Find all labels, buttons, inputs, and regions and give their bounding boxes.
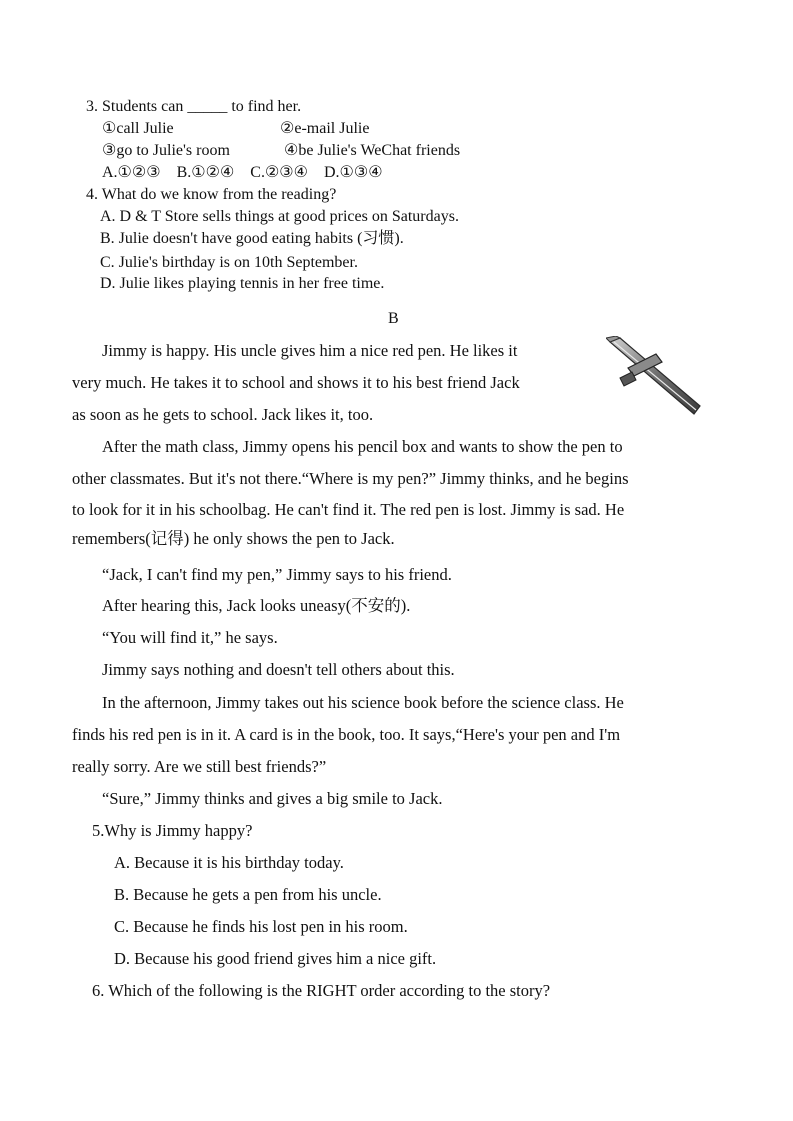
q5-option-d: D. Because his good friend gives him a nice gift. — [114, 949, 437, 968]
passage-line: really sorry. Are we still best friends?” — [72, 757, 327, 776]
passage-line: very much. He takes it to school and shows it to his best friend Jack — [72, 373, 520, 392]
q3-option-1: ①call Julie — [102, 120, 174, 137]
passage-line: “You will find it,” he says. — [102, 628, 278, 647]
q5-stem: 5.Why is Jimmy happy? — [92, 821, 253, 840]
q3-option-2: ②e-mail Julie — [280, 120, 370, 137]
passage-line: Jimmy is happy. His uncle gives him a nice red pen. He likes it — [102, 341, 518, 360]
q6-stem: 6. Which of the following is the RIGHT order according to the story? — [92, 981, 551, 1000]
passage-line: After hearing this, Jack looks uneasy(不安的). — [102, 596, 411, 615]
passage-line: remembers(记得) he only shows the pen to Jack. — [72, 529, 395, 548]
passage-line: as soon as he gets to school. Jack likes it, too. — [72, 405, 374, 424]
q5-option-b: B. Because he gets a pen from his uncle. — [114, 885, 382, 904]
passage-line: to look for it in his schoolbag. He can't find it. The red pen is lost. Jimmy is sad. He — [72, 500, 625, 519]
q4-option-c: C. Julie's birthday is on 10th September. — [100, 254, 358, 271]
q5-option-c: C. Because he finds his lost pen in his room. — [114, 917, 408, 936]
q5-option-a: A. Because it is his birthday today. — [114, 853, 344, 872]
q3-option-4: ④be Julie's WeChat friends — [284, 142, 461, 159]
q4-option-a: A. D & T Store sells things at good prices on Saturdays. — [100, 208, 459, 225]
section-heading: B — [388, 310, 399, 327]
passage-line: other classmates. But it's not there.“Where is my pen?” Jimmy thinks, and he begins — [72, 469, 629, 488]
q3-stem: 3. Students can _____ to find her. — [86, 98, 302, 115]
q3-option-3: ③go to Julie's room — [102, 142, 230, 159]
passage-line: finds his red pen is in it. A card is in the book, too. It says,“Here's your pen and I'm — [72, 725, 621, 744]
passage-line: “Jack, I can't find my pen,” Jimmy says to his friend. — [102, 565, 452, 584]
q4-option-b: B. Julie doesn't have good eating habits (习惯). — [100, 230, 404, 247]
passage-line: In the afternoon, Jimmy takes out his science book before the science class. He — [102, 693, 624, 712]
pen-picture — [606, 336, 702, 418]
passage-line: “Sure,” Jimmy thinks and gives a big smile to Jack. — [102, 789, 443, 808]
q4-option-d: D. Julie likes playing tennis in her free time. — [100, 275, 385, 292]
passage-line: Jimmy says nothing and doesn't tell others about this. — [102, 660, 455, 679]
q3-choices: A.①②③ B.①②④ C.②③④ D.①③④ — [102, 164, 383, 181]
passage-line: After the math class, Jimmy opens his pencil box and wants to show the pen to — [102, 437, 623, 456]
q4-stem: 4. What do we know from the reading? — [86, 186, 337, 203]
